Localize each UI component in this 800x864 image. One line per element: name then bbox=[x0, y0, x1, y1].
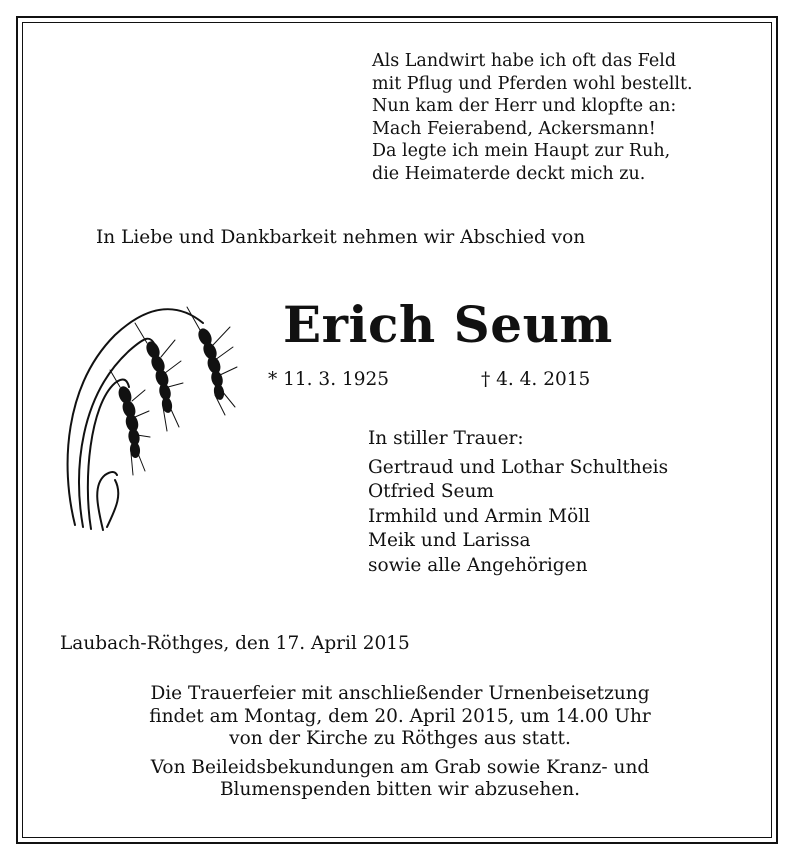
service-line: von der Kirche zu Röthges aus statt. bbox=[229, 728, 571, 749]
wheat-ears-icon bbox=[55, 295, 245, 535]
poem bbox=[372, 50, 693, 185]
service-line: Die Trauerfeier mit anschließender Urnenbeisetzung bbox=[150, 683, 650, 704]
request-line: Von Beileidsbekundungen am Grab sowie Kranz- und bbox=[150, 756, 650, 778]
birth-date: * 11. 3. 1925 bbox=[268, 369, 390, 390]
poem-line: Mach Feierabend, Ackersmann! bbox=[372, 118, 656, 139]
poem-line: Da legte ich mein Haupt zur Ruh, bbox=[372, 141, 671, 161]
service-notice bbox=[40, 683, 760, 802]
mourner-name: sowie alle Angehörigen bbox=[368, 554, 588, 576]
mourner-name: Irmhild und Armin Möll bbox=[368, 505, 591, 527]
poem-line: Nun kam der Herr und klopfte an: bbox=[372, 96, 677, 116]
poem-line: Als Landwirt habe ich oft das Feld bbox=[372, 51, 677, 71]
service-line: findet am Montag, dem 20. April 2015, um 14.00 Uhr bbox=[149, 705, 651, 727]
farewell-intro: In Liebe und Dankbarkeit nehmen wir Abschied von bbox=[96, 227, 586, 248]
mourner-name: Gertraud und Lothar Schultheis bbox=[368, 456, 669, 478]
poem-line: mit Pflug und Pferden wohl bestellt. bbox=[372, 73, 693, 94]
death-date: † 4. 4. 2015 bbox=[481, 369, 591, 390]
request-line: Blumenspenden bitten wir abzusehen. bbox=[219, 779, 581, 800]
place-and-date: Laubach-Röthges, den 17. April 2015 bbox=[60, 633, 410, 654]
deceased-name: Erich Seum bbox=[283, 295, 613, 354]
mourners-heading: In stiller Trauer: bbox=[368, 428, 524, 449]
mourner-name: Meik und Larissa bbox=[368, 530, 531, 551]
poem-line: die Heimaterde deckt mich zu. bbox=[372, 163, 646, 184]
mourner-name: Otfried Seum bbox=[368, 481, 494, 502]
mourners-block bbox=[368, 427, 668, 578]
